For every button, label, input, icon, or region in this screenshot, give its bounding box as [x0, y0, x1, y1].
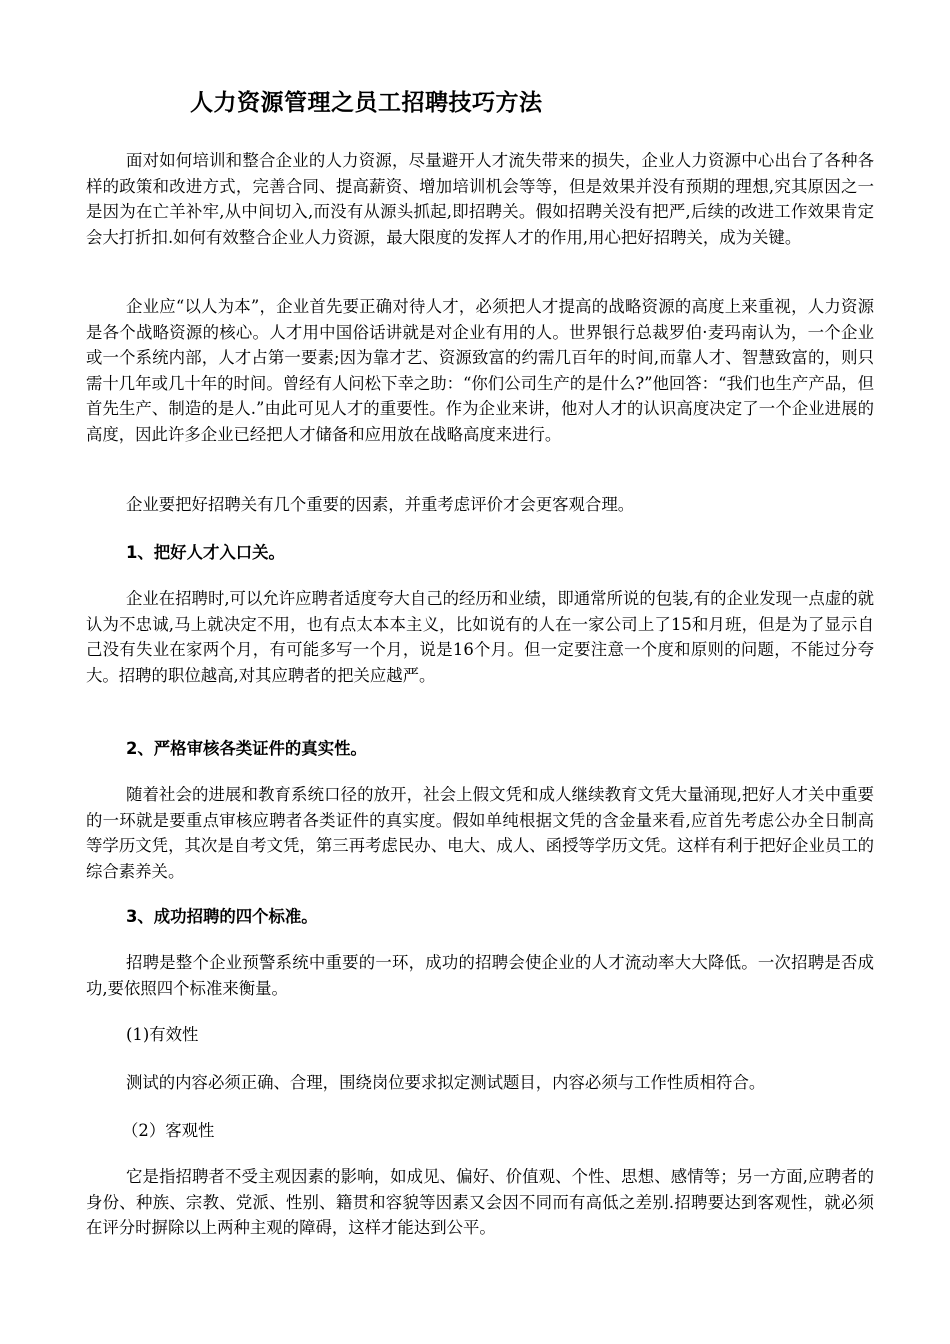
paragraph-certificate-check: 随着社会的进展和教育系统口径的放开，社会上假文凭和成人继续教育文凭大量涌现,把好人才关中重要的一环就是要重点审核应聘者各类证件的真实度。假如单纯根据文凭的含金量来看,应首先考虑公办全日制高等学历文凭，其次是自考文凭，第三再考虑民办、电大、成人、函授等学历文凭。这样有利于把好企业员工的综合素养关。	[86, 785, 874, 881]
paragraph-intro: 面对如何培训和整合企业的人力资源，尽量避开人才流失带来的损失，企业人力资源中心出台了各种各样的政策和改进方式，完善合同、提高薪资、增加培训机会等等，但是效果并没有预期的理想,究其原因之一是因为在亡羊补牢,从中间切入,而没有从源头抓起,即招聘关。假如招聘关没有把严,后续的改进工作效果肯定会大打折扣.如何有效整合企业人力资源，最大限度的发挥人才的作用,用心把好招聘关，成为关键。	[86, 151, 874, 247]
section-heading-1: 1、把好人才入口关。	[126, 543, 285, 562]
subheading-validity: (1)有效性	[126, 1025, 199, 1044]
paragraph-objectivity: 它是指招聘者不受主观因素的影响，如成见、偏好、价值观、个性、思想、感情等；另一方面,应聘者的身份、种族、宗教、党派、性别、籍贯和容貌等因素又会因不同而有高低之差别.招聘要达到客观性，就必须在评分时摒除以上两种主观的障碍，这样才能达到公平。	[86, 1167, 874, 1238]
section-heading-3: 3、成功招聘的四个标准。	[126, 907, 318, 926]
document-title: 人力资源管理之员工招聘技巧方法	[190, 90, 543, 116]
section-heading-2: 2、严格审核各类证件的真实性。	[126, 739, 367, 758]
paragraph-four-standards: 招聘是整个企业预警系统中重要的一环，成功的招聘会使企业的人才流动率大大降低。一次招聘是否成功,要依照四个标准来衡量。	[86, 953, 874, 998]
paragraph-validity: 测试的内容必须正确、合理，围绕岗位要求拟定测试题目，内容必须与工作性质相符合。	[126, 1073, 766, 1092]
paragraph-people-oriented: 企业应“以人为本”，企业首先要正确对待人才，必须把人才提高的战略资源的高度上来重视，人力资源是各个战略资源的核心。人才用中国俗话讲就是对企业有用的人。世界银行总裁罗伯·麦玛南认为，一个企业或一个系统内部，人才占第一要素;因为靠才艺、资源致富的约需几百年的时间,而靠人才、智慧致富的，则只需十几年或几十年的时间。曾经有人问松下幸之助：“你们公司生产的是什么?”他回答：“我们也生产产品，但首先生产、制造的是人.”由此可见人才的重要性。作为企业来讲，他对人才的认识高度决定了一个企业进展的高度，因此许多企业已经把人才储备和应用放在战略高度来进行。	[86, 297, 874, 444]
paragraph-key-factors: 企业要把好招聘关有几个重要的因素，并重考虑评价才会更客观合理。	[126, 495, 635, 514]
subheading-objectivity: （2）客观性	[122, 1121, 215, 1140]
paragraph-entry-check: 企业在招聘时,可以允许应聘者适度夸大自己的经历和业绩，即通常所说的包装,有的企业发现一点虚的就认为不忠诚,马上就决定不用，也有点太本本主义，比如说有的人在一家公司上了15和月班，但是为了显示自己没有失业在家两个月，有可能多写一个月，说是16个月。但一定要注意一个度和原则的问题，不能过分夸大。招聘的职位越高,对其应聘者的把关应越严。	[86, 589, 874, 685]
